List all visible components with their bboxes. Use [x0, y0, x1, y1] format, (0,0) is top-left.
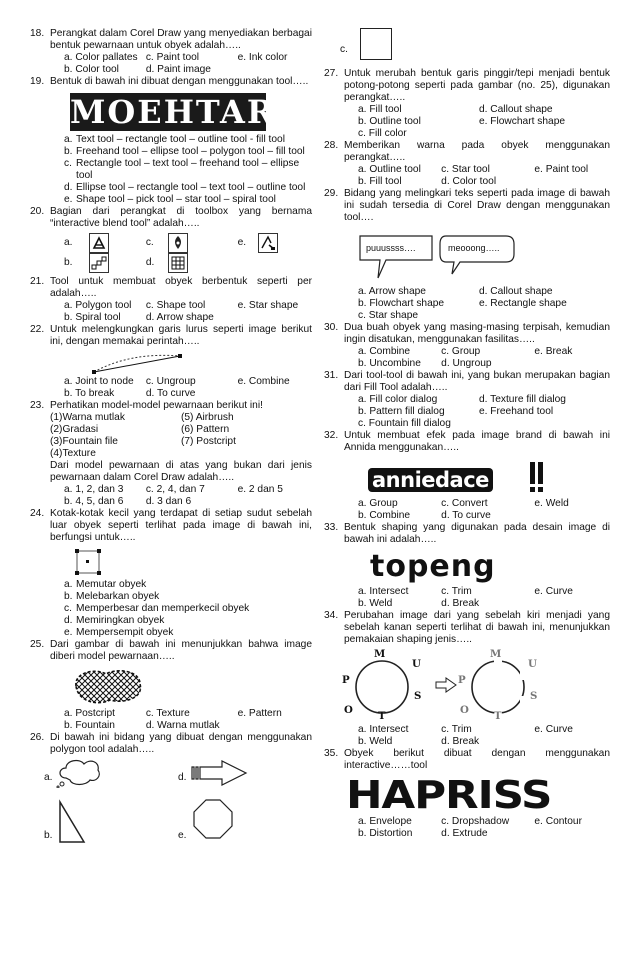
ring-letter: O	[344, 704, 353, 716]
option[interactable]: b. Melebarkan obyek	[64, 591, 160, 602]
option[interactable]: e. Curve	[534, 724, 573, 735]
question-text: Di bawah ini bidang yang dibuat dengan menggunakan polygon tool adalah…..	[50, 732, 312, 755]
option[interactable]: c. Ungroup	[145, 376, 196, 387]
model-item: (4)Texture	[50, 448, 96, 459]
model-item: (1)Warna mutlak	[50, 412, 125, 423]
octagon-shape	[192, 798, 234, 840]
question-text: Tool untuk membuat obyek berbentuk seperti per adalah…..	[50, 276, 312, 299]
options-21	[44, 300, 312, 324]
selection-handles-image	[74, 548, 312, 576]
option[interactable]: c. Trim	[441, 586, 472, 597]
options-24	[44, 579, 312, 639]
ring-letter: S	[414, 690, 422, 702]
question-text: Perubahan image dari yang sebelah kiri menjadi yang sebelah kanan seperti terlihat di bawah ini, menunjukkan pemakaian shaping jenis…..	[344, 610, 610, 645]
option[interactable]: c. Shape tool	[145, 300, 206, 311]
option[interactable]: e. Flowchart shape	[478, 116, 566, 127]
question-number: 34.	[324, 610, 339, 621]
options-30	[338, 346, 610, 370]
question-text: Dari tool-tool di bawah ini, yang bukan merupakan bagian dari Fill Tool adalah…..	[344, 370, 610, 393]
model-item: (7) Postcript	[181, 436, 236, 447]
question-text: Bidang yang melingkari teks seperti pada image di bawah ini sudah tersedia di Corel Draw dengan menggunakan tool….	[344, 188, 610, 223]
question-number: 32.	[324, 430, 339, 441]
question-text: Perangkat dalam Corel Draw yang menyediakan berbagai bentuk pewarnaan untuk obyek adalah…..	[50, 28, 312, 51]
option[interactable]: d. Texture fill dialog	[478, 394, 566, 405]
question-number: 21.	[30, 276, 45, 287]
options-29	[338, 286, 610, 322]
question-27	[324, 68, 610, 104]
curve-nodes-image	[90, 350, 312, 376]
option[interactable]: b. Distortion	[358, 828, 413, 839]
ring-letter: O	[460, 704, 469, 716]
question-text: Bagian dari perangkat di toolbox yang bernama “interactive blend tool” adalah…..	[50, 206, 312, 229]
fill-bucket-icon	[89, 233, 109, 253]
option[interactable]: e. Paint tool	[534, 164, 589, 175]
question-23	[30, 400, 312, 412]
option[interactable]: d. 3 dan 6	[145, 496, 192, 507]
question-number: 24.	[30, 508, 45, 519]
option-a[interactable]: a.	[64, 233, 146, 253]
left-column	[30, 28, 312, 844]
option[interactable]: e. Weld	[534, 498, 569, 509]
option[interactable]: e. Star shape	[237, 300, 299, 311]
ring-letter: U	[412, 658, 421, 670]
question-19	[30, 76, 312, 88]
ring-letter: U	[528, 658, 537, 670]
blend-tool-icon	[258, 233, 278, 253]
question-text: Perhatikan model-model pewarnaan berikut ini!	[50, 400, 263, 411]
option[interactable]: b. Weld	[358, 598, 393, 609]
option[interactable]: d. Break	[441, 598, 480, 609]
label-a[interactable]: a.	[44, 772, 53, 783]
option-b[interactable]: b.	[64, 253, 146, 273]
option[interactable]: d. Break	[441, 736, 480, 747]
option[interactable]: d. Arrow shape	[145, 312, 214, 323]
option[interactable]: c. Fountain fill dialog	[358, 418, 451, 429]
pen-nib-icon	[168, 233, 188, 253]
option-c-square	[324, 28, 610, 68]
option[interactable]: e. Rectangle shape	[478, 298, 567, 309]
question-33	[324, 522, 610, 546]
option[interactable]: a. 1, 2, dan 3	[64, 484, 124, 495]
color-models-list	[30, 412, 312, 460]
moehtar-banner: MOEHTAR	[70, 93, 276, 131]
anniedace-logo: anniedace	[368, 468, 493, 492]
option[interactable]: a. Envelope	[358, 816, 412, 827]
option[interactable]: e. Mempersempit obyek	[64, 627, 174, 638]
question-text: Bentuk di bawah ini dibuat dengan menggunakan tool…..	[50, 76, 309, 87]
option[interactable]: c. Fill color	[358, 128, 407, 139]
question-31	[324, 370, 610, 394]
question-number: 30.	[324, 322, 339, 333]
option[interactable]: e. Pattern	[237, 708, 282, 719]
option[interactable]: d. Callout shape	[478, 104, 553, 115]
question-21	[30, 276, 312, 300]
option[interactable]: b. Flowchart shape	[358, 298, 445, 309]
callout-bubbles-image	[324, 226, 610, 284]
option[interactable]: a. Group	[358, 498, 398, 509]
shapes-26	[30, 758, 312, 844]
option[interactable]: e. Shape tool – pick tool – star tool – spiral tool	[64, 194, 276, 205]
question-23-prompt: Dari model pewarnaan di atas yang bukan dari jenis pewarnaan dalam Corel Draw adalah…..	[50, 460, 312, 483]
question-22	[30, 324, 312, 348]
option[interactable]: a. Color pallates	[64, 52, 138, 63]
option[interactable]: c. Group	[441, 346, 481, 357]
option[interactable]: d. Extrude	[441, 828, 488, 839]
options-22	[44, 376, 312, 400]
option-c[interactable]: c.	[146, 233, 238, 253]
option[interactable]: a. Intersect	[358, 724, 409, 735]
question-number: 23.	[30, 400, 45, 411]
option[interactable]: b. Outline tool	[358, 116, 421, 127]
option[interactable]: a. Fill color dialog	[358, 394, 438, 405]
option[interactable]: c. Memperbesar dan memperkecil obyek	[64, 603, 250, 614]
option[interactable]: d. Memiringkan obyek	[64, 615, 165, 626]
options-18	[44, 52, 312, 76]
topeng-brand-image	[370, 549, 610, 584]
options-35	[338, 816, 610, 840]
interactive-blend-icon	[89, 253, 109, 273]
option-d[interactable]: d.	[146, 253, 238, 273]
question-number: 28.	[324, 140, 339, 151]
ring-letter: S	[530, 690, 538, 702]
question-number: 29.	[324, 188, 339, 199]
option[interactable]: d. Paint image	[145, 64, 211, 75]
option[interactable]: b. To break	[64, 388, 115, 399]
question-number: 22.	[30, 324, 45, 335]
option[interactable]: a. Text tool – rectangle tool – outline tool - fill tool	[64, 134, 285, 145]
options-31	[338, 394, 610, 430]
triangle-shape	[58, 798, 86, 844]
option[interactable]: c. Star shape	[358, 310, 419, 321]
option[interactable]: a. Fill tool	[358, 104, 402, 115]
question-number: 20.	[30, 206, 45, 217]
option[interactable]: d. To curve	[145, 388, 196, 399]
question-number: 27.	[324, 68, 339, 79]
option[interactable]: a. Outline tool	[358, 164, 421, 175]
question-28	[324, 140, 610, 164]
option[interactable]: a. Combine	[358, 346, 411, 357]
option[interactable]: e. Ink color	[237, 52, 288, 63]
option[interactable]: c. Texture	[145, 708, 190, 719]
tool-icons-20	[44, 233, 312, 273]
question-text: Untuk membuat efek pada image brand di bawah ini Annida menggunakan…..	[344, 430, 610, 453]
label-b[interactable]: b.	[44, 830, 53, 841]
option[interactable]: b. Color tool	[64, 64, 119, 75]
question-number: 25.	[30, 639, 45, 650]
question-text: Kotak-kotak kecil yang terdapat di setiap sudut sebelah luar obyek seperti terlihat pada image di bawah ini, berfungsi untuk…..	[50, 508, 312, 543]
option[interactable]: a. Memutar obyek	[64, 579, 147, 590]
question-text: Bentuk shaping yang digunakan pada desain image di bawah ini adalah…..	[344, 522, 610, 545]
options-28	[338, 164, 610, 188]
question-text: Dua buah obyek yang masing-masing terpisah, kemudian ingin disatukan, menggunakan fasilitas…..	[344, 322, 610, 345]
option[interactable]: e. Contour	[534, 816, 582, 827]
anniedace-brand-image	[368, 462, 610, 494]
option[interactable]: c. Paint tool	[145, 52, 200, 63]
table-grid-icon	[168, 253, 188, 273]
option[interactable]: c. Dropshadow	[441, 816, 510, 827]
ring-letter: T	[494, 710, 502, 722]
option[interactable]: d. Ungroup	[441, 358, 492, 369]
ring-letter: M	[490, 648, 502, 660]
question-30	[324, 322, 610, 346]
ring-letter: M	[374, 648, 386, 660]
option[interactable]: c. 2, 4, dan 7	[145, 484, 205, 495]
hapriss-brand-image	[346, 776, 610, 814]
option[interactable]: a. Joint to node	[64, 376, 134, 387]
model-item: (3)Fountain file	[50, 436, 118, 447]
question-number: 31.	[324, 370, 339, 381]
model-item: (6) Pattern	[181, 424, 230, 435]
label-c[interactable]: c.	[340, 44, 348, 55]
model-item: (2)Gradasi	[50, 424, 99, 435]
option[interactable]: b. Pattern fill dialog	[358, 406, 445, 417]
cloud-callout-shape	[56, 758, 102, 788]
options-34	[338, 724, 610, 748]
option[interactable]: c. Star tool	[441, 164, 490, 175]
bubble-text-2: meooong…..	[448, 243, 500, 253]
option[interactable]: e. Freehand tool	[478, 406, 554, 417]
question-number: 19.	[30, 76, 45, 87]
option[interactable]: c. Convert	[441, 498, 488, 509]
question-text: Obyek berikut dibuat dengan menggunakan interactive……tool	[344, 748, 610, 771]
question-29	[324, 188, 610, 224]
option[interactable]: a. Intersect	[358, 586, 409, 597]
question-26	[30, 732, 312, 756]
option-e[interactable]: e.	[238, 233, 312, 253]
question-text: Dari gambar di bawah ini menunjukkan bahwa image diberi model pewarnaan…..	[50, 639, 312, 662]
question-text: Untuk melengkungkan garis lurus seperti image berikut ini, dengan memakai perintah…..	[50, 324, 312, 347]
model-item: (5) Airbrush	[181, 412, 234, 423]
option[interactable]: b. 4, 5, dan 6	[64, 496, 124, 507]
question-number: 18.	[30, 28, 45, 39]
question-34	[324, 610, 610, 646]
moehtar-banner-image	[70, 93, 276, 131]
ring-letter: P	[342, 674, 350, 686]
option[interactable]: d. Callout shape	[478, 286, 553, 297]
option[interactable]: c. Rectangle tool – text tool – freehand tool – ellipse tool	[64, 158, 300, 181]
question-24	[30, 508, 312, 544]
question-25	[30, 639, 312, 663]
option[interactable]: d. Ellipse tool – rectangle tool – text tool – outline tool	[64, 182, 306, 193]
options-32	[338, 498, 610, 522]
square-shape	[360, 28, 392, 60]
option[interactable]: b. Weld	[358, 736, 393, 747]
options-23	[44, 484, 312, 508]
option[interactable]: a. Postcript	[64, 708, 115, 719]
ring-letter: P	[458, 674, 466, 686]
question-text: Untuk merubah bentuk garis pinggir/tepi menjadi bentuk potong-potong seperti pada gambar (no. 25), digunakan perangkat…..	[344, 68, 610, 103]
option[interactable]: b. Spiral tool	[64, 312, 121, 323]
option[interactable]: c. Trim	[441, 724, 472, 735]
options-27	[338, 104, 610, 140]
pattern-blob-image	[70, 666, 312, 706]
shaping-transform-image	[324, 648, 610, 724]
option[interactable]: d. Warna mutlak	[145, 720, 220, 731]
option[interactable]: b. Freehand tool – ellipse tool – polygon tool – fill tool	[64, 146, 305, 157]
arrow-right-icon	[434, 676, 458, 694]
option[interactable]: e. Combine	[237, 376, 290, 387]
exclamation-marks-icon	[528, 462, 548, 494]
option[interactable]: a. Polygon tool	[64, 300, 132, 311]
question-20	[30, 206, 312, 230]
options-33	[338, 586, 610, 610]
option[interactable]: b. Combine	[358, 510, 411, 521]
option[interactable]: d. Color tool	[441, 176, 497, 187]
question-32	[324, 430, 610, 454]
label-d[interactable]: d.	[178, 772, 187, 783]
question-number: 26.	[30, 732, 45, 743]
option[interactable]: b. Uncombine	[358, 358, 421, 369]
options-19	[44, 134, 312, 206]
option[interactable]: b. Fountain	[64, 720, 115, 731]
question-number: 35.	[324, 748, 339, 759]
question-number: 33.	[324, 522, 339, 533]
ring-letter: T	[378, 710, 386, 722]
option[interactable]: e. Break	[534, 346, 573, 357]
option[interactable]: d. To curve	[441, 510, 491, 521]
option[interactable]: a. Arrow shape	[358, 286, 426, 297]
option[interactable]: e. Curve	[534, 586, 573, 597]
right-column	[324, 28, 610, 840]
topeng-logo: topeng	[370, 549, 496, 584]
hapriss-logo: HAPRISS	[346, 776, 552, 814]
callout-shapes	[356, 230, 576, 282]
label-e[interactable]: e.	[178, 830, 187, 841]
bubble-text-1: puuussss….	[366, 243, 416, 253]
option[interactable]: e. 2 dan 5	[237, 484, 283, 495]
block-arrow-shape	[190, 758, 250, 788]
options-25	[44, 708, 312, 732]
question-35	[324, 748, 610, 772]
option[interactable]: b. Fill tool	[358, 176, 402, 187]
question-18	[30, 28, 312, 52]
question-text: Memberikan warna pada obyek menggunakan perangkat…..	[344, 140, 610, 163]
